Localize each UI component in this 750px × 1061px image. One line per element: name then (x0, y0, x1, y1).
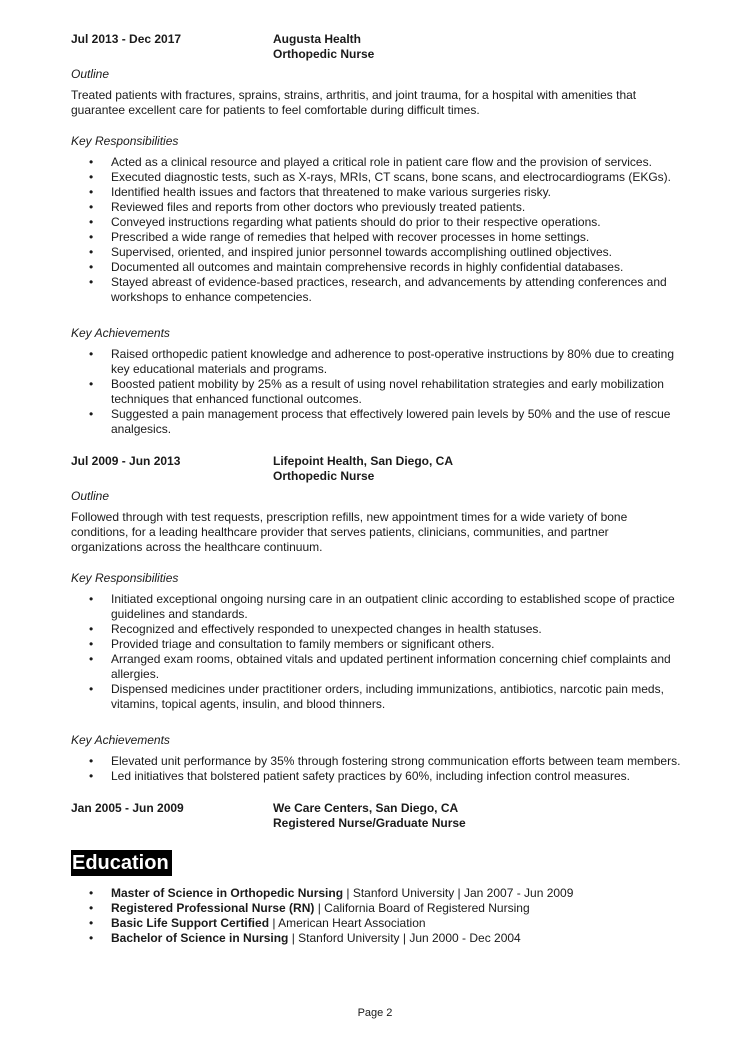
job-dates: Jan 2005 - Jun 2009 (71, 801, 184, 815)
list-item: • Suggested a pain management process that effectively lowered pain levels by 50% and the use of rescue analgesics. (71, 407, 683, 437)
list-item: • Raised orthopedic patient knowledge and adherence to post-operative instructions by 80% due to creating key educational materials and programs. (71, 347, 683, 377)
list-item: • Conveyed instructions regarding what patients should do prior to their respective operations. (71, 215, 683, 230)
outline-text: Treated patients with fractures, sprains, strains, arthritis, and joint trauma, for a hospital with amenities that guarantee excellent care for patients to feel comfortable during difficult times. (71, 88, 637, 117)
list-item: • Led initiatives that bolstered patient safety practices by 60%, including infection control measures. (71, 769, 683, 784)
job-title: Orthopedic Nurse (273, 469, 375, 483)
achievements-list (71, 347, 683, 437)
job-entry (71, 801, 683, 831)
achievements-label: Key Achievements (71, 326, 170, 340)
list-item: • Arranged exam rooms, obtained vitals and updated pertinent information concerning chief complaints and allergies. (71, 652, 683, 682)
list-item: • Prescribed a wide range of remedies that helped with recover processes in home settings. (71, 230, 683, 245)
list-item: • Executed diagnostic tests, such as X-rays, MRIs, CT scans, bone scans, and electrocardiograms (EKGs). (71, 170, 683, 185)
education-item (71, 886, 683, 901)
outline-text: Followed through with test requests, prescription refills, new appointment times for a wide variety of bone conditions, for a leading healthcare provider that serves patients, clinicians, communities, and partner organizations across the healthcare continuum. (71, 510, 628, 554)
credential-detail: | California Board of Registered Nursing (314, 901, 530, 915)
job-header (71, 801, 683, 831)
education-item (71, 916, 683, 931)
education-heading: Education (71, 850, 172, 876)
list-item: • Documented all outcomes and maintain comprehensive records in highly confidential databases. (71, 260, 683, 275)
page-number: Page 2 (357, 1007, 393, 1019)
credential-name: Bachelor of Science in Nursing (111, 931, 289, 945)
responsibilities-list (71, 592, 683, 712)
job-org (273, 32, 374, 62)
list-item: • Reviewed files and reports from other doctors who previously treated patients. (71, 200, 683, 215)
job-entry (71, 32, 683, 437)
resume-page (71, 32, 683, 946)
credential-name: Basic Life Support Certified (111, 916, 270, 930)
list-item: • Dispensed medicines under practitioner orders, including immunizations, antibiotics, narcotic pain meds, vitamins, topical agents, insulin, and blood thinners. (71, 682, 683, 712)
list-item: • Stayed abreast of evidence-based practices, research, and advancements by attending conferences and workshops to enhance competencies. (71, 275, 683, 305)
job-header (71, 454, 683, 484)
job-header (71, 32, 683, 62)
education-item (71, 901, 683, 916)
employer-name: We Care Centers, San Diego, CA (273, 801, 459, 815)
employer-name: Lifepoint Health, San Diego, CA (273, 454, 454, 468)
credential-detail: | Stanford University | Jan 2007 - Jun 2009 (343, 886, 574, 900)
credential-detail: | Stanford University | Jun 2000 - Dec 2004 (288, 931, 521, 945)
list-item: • Elevated unit performance by 35% through fostering strong communication efforts between team members. (71, 754, 683, 769)
achievements-label: Key Achievements (71, 733, 170, 747)
list-item: • Supervised, oriented, and inspired junior personnel towards accomplishing outlined objectives. (71, 245, 683, 260)
education-list (71, 886, 683, 946)
list-item: • Initiated exceptional ongoing nursing care in an outpatient clinic according to established scope of practice guidelines and standards. (71, 592, 683, 622)
list-item: • Acted as a clinical resource and played a critical role in patient care flow and the provision of services. (71, 155, 683, 170)
list-item: • Provided triage and consultation to family members or significant others. (71, 637, 683, 652)
employer-name: Augusta Health (273, 32, 362, 46)
credential-name: Registered Professional Nurse (RN) (111, 901, 315, 915)
outline-label: Outline (71, 489, 110, 503)
job-entry (71, 454, 683, 784)
job-org (273, 801, 466, 831)
job-org (273, 454, 453, 484)
education-item (71, 931, 683, 946)
responsibilities-label: Key Responsibilities (71, 134, 179, 148)
responsibilities-list (71, 155, 683, 305)
credential-name: Master of Science in Orthopedic Nursing (111, 886, 344, 900)
list-item: • Boosted patient mobility by 25% as a result of using novel rehabilitation strategies and early mobilization techniques that enhanced functional outcomes. (71, 377, 683, 407)
responsibilities-label: Key Responsibilities (71, 571, 179, 585)
outline-label: Outline (71, 67, 110, 81)
list-item: • Identified health issues and factors that threatened to make various surgeries risky. (71, 185, 683, 200)
achievements-list (71, 754, 683, 784)
list-item: • Recognized and effectively responded to unexpected changes in health statuses. (71, 622, 683, 637)
job-title: Registered Nurse/Graduate Nurse (273, 816, 466, 830)
credential-detail: | American Heart Association (269, 916, 426, 930)
job-title: Orthopedic Nurse (273, 47, 375, 61)
job-dates: Jul 2013 - Dec 2017 (71, 32, 182, 46)
job-dates: Jul 2009 - Jun 2013 (71, 454, 181, 468)
